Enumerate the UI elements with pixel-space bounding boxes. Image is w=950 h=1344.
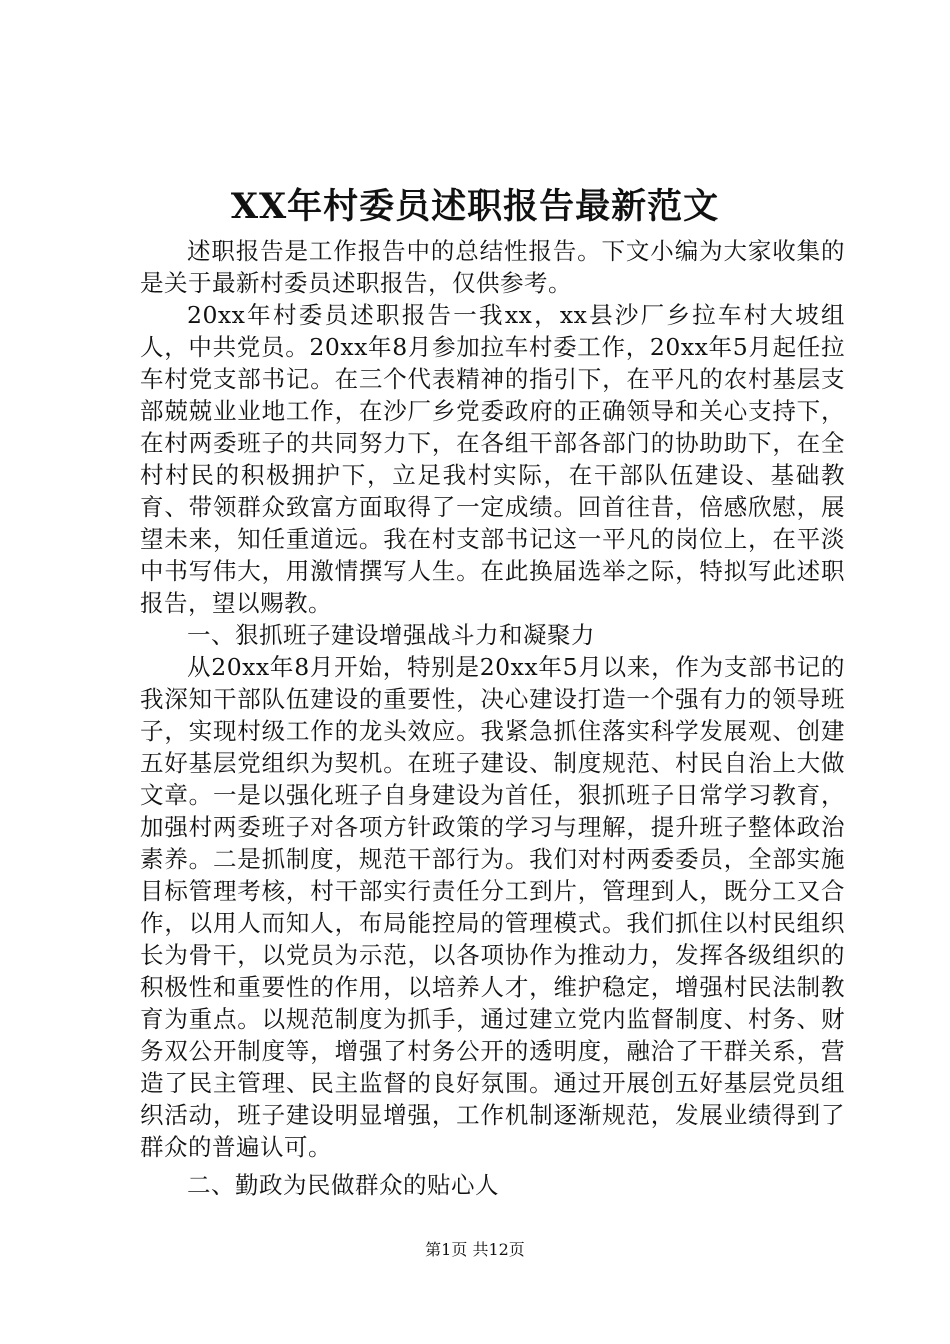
intro-paragraph: 述职报告是工作报告中的总结性报告。下文小编为大家收集的是关于最新村委员述职报告，仅供参考。: [140, 237, 845, 297]
section-heading-2: 二、勤政为民做群众的贴心人: [187, 1171, 499, 1199]
document-body: [140, 235, 845, 1201]
section-heading-1: 一、狠抓班子建设增强战斗力和凝聚力: [187, 621, 595, 649]
report-opening-paragraph: 20xx年村委员述职报告一我xx，xx县沙厂乡拉车村大坡组人，中共党员。20xx年8月参加拉车村委工作，20xx年5月起任拉车村党支部书记。在三个代表精神的指引下，在平凡的农村基层支部兢兢业业地工作，在沙厂乡党委政府的正确领导和关心支持下，在村两委班子的共同努力下，在各组干部各部门的协助助下，在全村村民的积极拥护下，立足我村实际，在干部队伍建设、基础教育、带领群众致富方面取得了一定成绩。回首往昔，倍感欣慰，展望未来，知任重道远。我在村支部书记这一平凡的岗位上，在平淡中书写伟大，用激情撰写人生。在此换届选举之际，特拟写此述职报告，望以赐教。: [140, 301, 845, 617]
document-title: XX年村委员述职报告最新范文: [230, 186, 720, 227]
section-1-paragraph: 从20xx年8月开始，特别是20xx年5月以来，作为支部书记的我深知干部队伍建设的重要性，决心建设打造一个强有力的领导班子，实现村级工作的龙头效应。我紧急抓住落实科学发展观、创建五好基层党组织为契机。在班子建设、制度规范、村民自治上大做文章。一是以强化班子自身建设为首任，狠抓班子日常学习教育，加强村两委班子对各项方针政策的学习与理解，提升班子整体政治素养。二是抓制度，规范干部行为。我们对村两委委员，全部实施目标管理考核，村干部实行责任分工到片，管理到人，既分工又合作，以用人而知人，布局能控局的管理模式。我们抓住以村民组织长为骨干，以党员为示范，以各项协作为推动力，发挥各级组织的积极性和重要性的作用，以培养人才，维护稳定，增强村民法制教育为重点。以规范制度为抓手，通过建立党内监督制度、村务、财务双公开制度等，增强了村务公开的透明度，融洽了干群关系，营造了民主管理、民主监督的良好氛围。通过开展创五好基层党员组织活动，班子建设明显增强，工作机制逐渐规范，发展业绩得到了群众的普遍认可。: [140, 653, 845, 1161]
page-number-footer: 第1页 共12页: [425, 1240, 525, 1259]
